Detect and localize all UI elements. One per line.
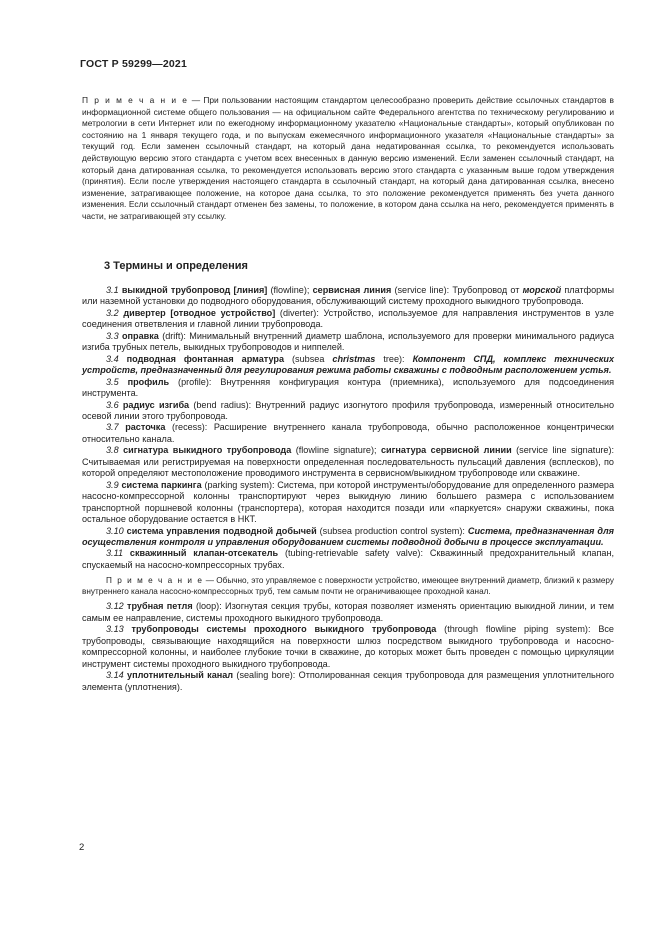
note-3-11: П р и м е ч а н и е — Обычно, это управляемое с поверхности устройство, имеющее внутренний диаметр, близкий к размеру внутреннего канала насосно-компрессорных труб, тем самым почти не ограничивающее проходной канал.	[82, 576, 614, 597]
term-3-13: 3.13 трубопроводы системы проходного выкидного трубопровода (through flowline piping system): Все трубопроводы, связывающие находящийся на поверхности шлюз посредством выкидного трубопровода и насосно-компрессорной колонны, и наиболее глубокие точки в скважине, до которых может быть проведен с помощью циркуляции инструмент системы проходного выкидного трубопровода.	[82, 624, 614, 669]
term-3-12: 3.12 трубная петля (loop): Изогнутая секция трубы, которая позволяет изменять ориентацию выкидной линии, и тем самым ее направление, системы проходного выкидного трубопровода.	[82, 601, 614, 623]
term-3-14: 3.14 уплотнительный канал (sealing bore): Отполированная секция трубопровода для размещения уплотнительного элемента (уплотнения).	[82, 670, 614, 692]
term-3-2: 3.2 дивертер [отводное устройство] (diverter): Устройство, используемое для направления инструментов в узле соединения ответвления и главной линии трубопровода.	[82, 307, 614, 330]
term-3-6: 3.6 радиус изгиба (bend radius): Внутренний радиус изогнутого профиля трубопровода, измеренный относительно осевой линии этого трубопровода.	[82, 399, 615, 421]
definitions-list	[82, 285, 614, 693]
section-heading: 3 Термины и определения	[104, 260, 248, 272]
term-3-4: 3.4 подводная фонтанная арматура (subsea christmas tree): Компонент СПД, комплекс технических устройств, предназначенный для регулирования режима работы скважины с подводным расположением устья.	[82, 353, 615, 376]
note-label: П р и м е ч а н и е	[82, 95, 189, 105]
term-3-10: 3.10 система управления подводной добычей (subsea production control system): Система, предназначенная для осуществления контроля и управления оборудованием системы подводной добычи в процессе эксплуатации.	[82, 525, 614, 547]
term-3-9: 3.9 система паркинга (parking system): Система, при которой инструменты/оборудование для определенного размера насосно-компрессорной колонны транспортируют через выкидную линию большего размера с использованием транспортной поршневой колонны (транспортера), которая находится позади или «паркуется» снаружи скважины, пока остальное оборудование остается в НКТ.	[82, 479, 615, 525]
term-3-8: 3.8 сигнатура выкидного трубопровода (flowline signature); сигнатура сервисной линии (service line signature): Считываемая или регистрируемая на поверхности определенная последовательность пульсаций давления (всплесков), по которой определяют местоположение проводимого инструмента в сервисном/выкидном трубопроводе или скважине.	[82, 445, 615, 479]
term-3-3: 3.3 оправка (drift): Минимальный внутренний диаметр шаблона, используемого для проверки минимального радиуса изгиба трубных петель, выкидных трубопроводов и ниппелей.	[82, 330, 614, 353]
term-3-7: 3.7 расточка (recess): Расширение внутреннего канала трубопровода, обычно расположенное концентрически относительно канала.	[82, 422, 614, 444]
term-3-11: 3.11 скважинный клапан-отсекатель (tubing-retrievable safety valve): Скважинный предохранительный клапан, спускаемый на насосно-компрессорных трубах.	[82, 548, 615, 570]
note-text: — При пользовании настоящим стандартом целесообразно проверить действие ссылочных стандартов в информационной системе общего пользования — на официальном сайте Федерального агентства по техническому регулированию и метрологии в сети Интернет или по ежегодному информационному указателю «Национальные стандарты», который опубликован по состоянию на 1 января текущего года, и по выпускам ежемесячного информационного указателя «Национальные стандарты» за текущий год. Если заменен ссылочный стандарт, на который дана недатированная ссылка, то рекомендуется использовать действующую версию этого стандарта с учетом всех внесенных в данную версию изменений. Если заменен ссылочный стандарт, на который дана датированная ссылка, то рекомендуется использовать версию этого стандарта с указанным выше годом утверждения (принятия). Если после утверждения настоящего стандарта в ссылочный стандарт, на который дана датированная ссылка, внесено изменение, затрагивающее положение, на которое дана ссылка, то это положение рекомендуется применять без учета данного изменения. Если ссылочный стандарт отменен без замены, то положение, в котором дана ссылка на него, рекомендуется применять в части, не затрагивающей эту ссылку.	[82, 95, 615, 221]
document-header: ГОСТ Р 59299—2021	[80, 58, 188, 70]
note-referenced-standards	[82, 95, 614, 223]
term-3-5: 3.5 профиль (profile): Внутренняя конфигурация контура (приемника), используемого для подсоединения инструмента.	[82, 376, 614, 399]
term-3-1: 3.1 выкидной трубопровод [линия] (flowline); сервисная линия (service line): Трубопровод от морской платформы или наземной установки до подводного оборудования, обслуживающий систему проходного выкидного трубопровода.	[82, 285, 614, 307]
page-number: 2	[79, 842, 85, 853]
